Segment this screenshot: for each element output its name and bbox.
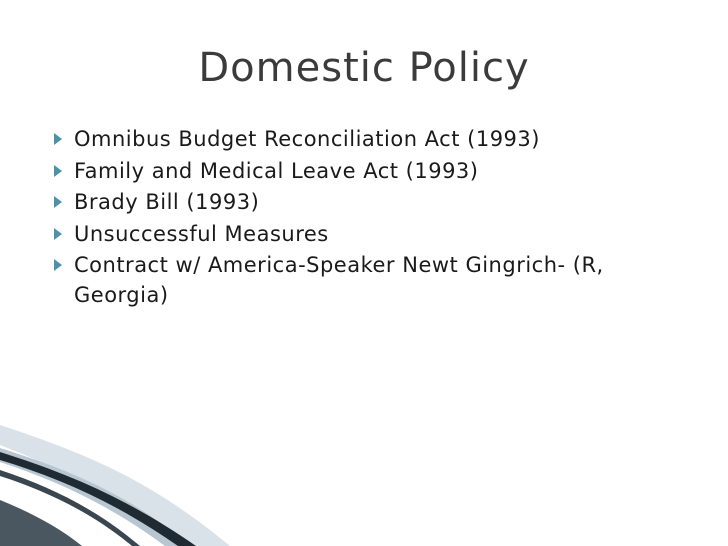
bullet-text: Omnibus Budget Reconciliation Act (1993) bbox=[74, 127, 540, 151]
triangle-right-icon bbox=[54, 196, 62, 208]
triangle-right-icon bbox=[54, 228, 62, 240]
slide-title: Domestic Policy bbox=[198, 45, 530, 91]
bullet-item bbox=[52, 219, 692, 249]
bullet-text: Unsuccessful Measures bbox=[74, 221, 329, 246]
bullet-item bbox=[52, 124, 692, 154]
bullet-list bbox=[52, 124, 692, 312]
bullet-text: Brady Bill (1993) bbox=[74, 190, 260, 214]
triangle-right-icon bbox=[54, 165, 62, 177]
triangle-right-icon bbox=[54, 259, 62, 271]
bullet-text: Family and Medical Leave Act (1993) bbox=[74, 158, 479, 183]
bullet-item bbox=[52, 187, 692, 217]
bullet-item bbox=[52, 156, 692, 186]
bullet-text: Contract w/ America-Speaker Newt Gingrich- (R, Georgia) bbox=[74, 253, 604, 307]
triangle-right-icon bbox=[54, 133, 62, 145]
bullet-item bbox=[52, 250, 692, 310]
